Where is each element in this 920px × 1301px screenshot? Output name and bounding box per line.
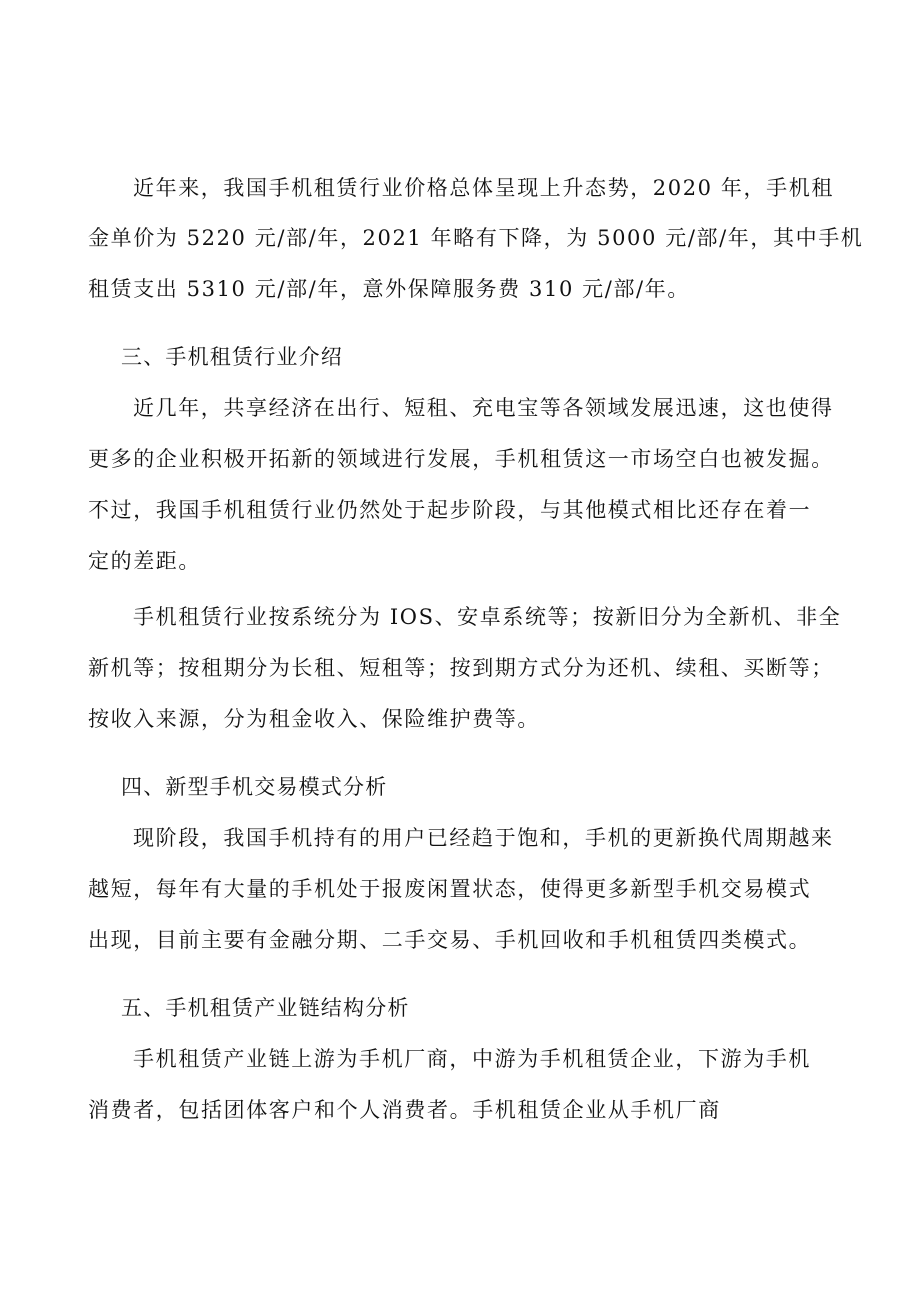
paragraph-2-line-1: 近几年，共享经济在出行、短租、充电宝等各领域发展迅速，这也使得 [133,396,834,420]
paragraph-2-line-4: 定的差距。 [88,549,201,573]
section-heading-3: 三、手机租赁行业介绍 [121,345,343,369]
paragraph-4-line-3: 出现，目前主要有金融分期、二手交易、手机回收和手机租赁四类模式。 [88,928,812,952]
paragraph-1-line-3: 租赁支出 5310 元/部/年，意外保障服务费 310 元/部/年。 [88,277,690,301]
paragraph-3-line-2: 新机等；按租期分为长租、短租等；按到期方式分为还机、续租、买断等； [88,656,834,680]
paragraph-4-line-2: 越短，每年有大量的手机处于报废闲置状态，使得更多新型手机交易模式 [88,877,812,901]
section-heading-5: 五、手机租赁产业链结构分析 [121,996,410,1020]
paragraph-2-line-3: 不过，我国手机租赁行业仍然处于起步阶段，与其他模式相比还存在着一 [88,498,812,522]
paragraph-2-line-2: 更多的企业积极开拓新的领域进行发展，手机租赁这一市场空白也被发掘。 [88,447,834,471]
paragraph-1-line-1: 近年来，我国手机租赁行业价格总体呈现上升态势，2020 年，手机租 [133,176,834,200]
paragraph-5-line-2: 消费者，包括团体客户和个人消费者。手机租赁企业从手机厂商 [88,1098,721,1122]
paragraph-3-line-1: 手机租赁行业按系统分为 IOS、安卓系统等；按新旧分为全新机、非全 [133,605,842,629]
paragraph-1-line-2: 金单价为 5220 元/部/年，2021 年略有下降，为 5000 元/部/年，其中手机 [88,226,864,250]
paragraph-3-line-3: 按收入来源，分为租金收入、保险维护费等。 [88,707,540,731]
section-heading-4: 四、新型手机交易模式分析 [121,775,388,799]
paragraph-5-line-1: 手机租赁产业链上游为手机厂商，中游为手机租赁企业，下游为手机 [133,1047,811,1071]
paragraph-4-line-1: 现阶段，我国手机持有的用户已经趋于饱和，手机的更新换代周期越来 [133,826,834,850]
